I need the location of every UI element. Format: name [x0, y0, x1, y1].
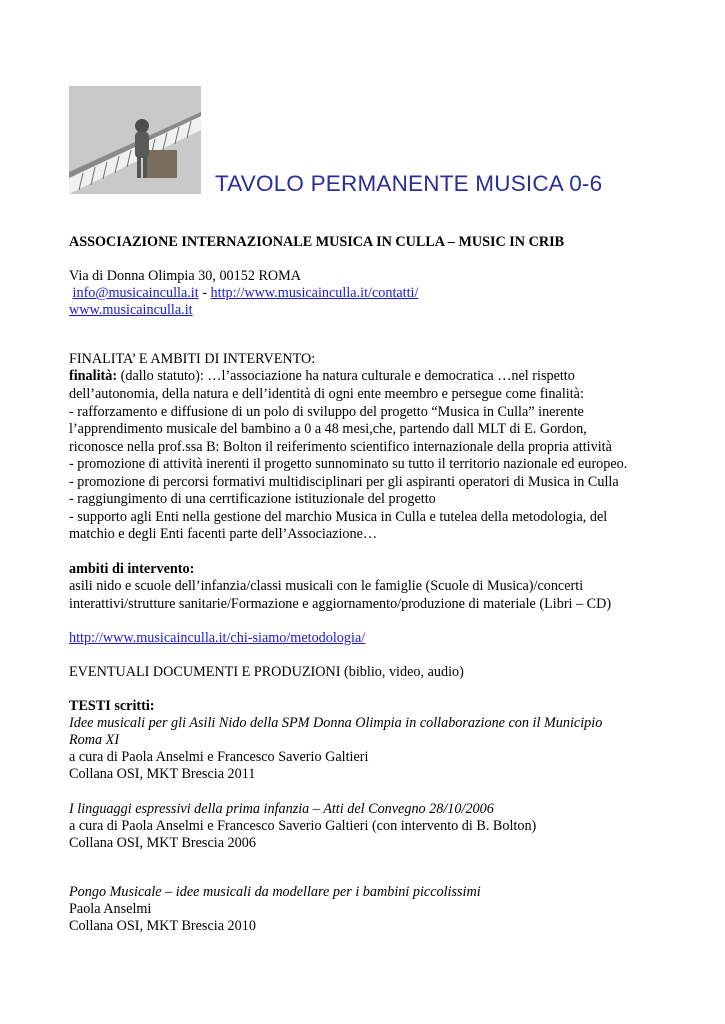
- finalita-line-1: dell’autonomia, della natura e dell’identità di ogni ente meembro e persegue come finalità:: [69, 386, 584, 402]
- email-link[interactable]: info@musicainculla.it: [72, 285, 199, 301]
- contact-line: [69, 285, 418, 303]
- book-2-title: I linguaggi espressivi della prima infanzia – Atti del Convegno 28/10/2006: [69, 801, 494, 817]
- book-2-authors: a cura di Paola Anselmi e Francesco Saverio Galtieri (con intervento di B. Bolton): [69, 818, 537, 834]
- finalita-line-5: - promozione di attività inerenti il progetto sunnominato su tutto il territorio nazionale ed europeo.: [69, 456, 628, 472]
- book-3-series: Collana OSI, MKT Brescia 2010: [69, 918, 256, 934]
- book-1-series: Collana OSI, MKT Brescia 2011: [69, 766, 256, 782]
- book-3-title: Pongo Musicale – idee musicali da modellare per i bambini piccolissimi: [69, 884, 481, 900]
- finalita-line: [69, 368, 575, 386]
- ambiti-line-0: asili nido e scuole dell’infanzia/classi musicali con le famiglie (Scuole di Musica)/concerti: [69, 578, 584, 594]
- book-1-title-line-0: Idee musicali per gli Asili Nido della SPM Donna Olimpia in collaborazione con il Municipio: [69, 715, 603, 731]
- testi-heading: TESTI scritti:: [69, 698, 155, 714]
- metodologia-link[interactable]: http://www.musicainculla.it/chi-siamo/metodologia/: [69, 630, 366, 646]
- finalita-label: finalità:: [69, 368, 118, 384]
- finalita-line-9: matchio e degli Enti facenti parte dell’Associazione…: [69, 526, 378, 542]
- book-2-series: Collana OSI, MKT Brescia 2006: [69, 835, 256, 851]
- book-1-authors: a cura di Paola Anselmi e Francesco Saverio Galtieri: [69, 749, 369, 765]
- finalita-heading: FINALITA’ E AMBITI DI INTERVENTO:: [69, 351, 316, 367]
- ambiti-line-1: interattivi/strutture sanitarie/Formazione e aggiornamento/produzione di materiale (Libri – CD): [69, 596, 612, 612]
- piano-child-icon: [69, 86, 201, 194]
- logo-image: [69, 86, 201, 194]
- finalita-line-7: - raggiungimento di una cerrtificazione istituzionale del progetto: [69, 491, 436, 507]
- book-3-authors: Paola Anselmi: [69, 901, 152, 917]
- association-name: ASSOCIAZIONE INTERNAZIONALE MUSICA IN CULLA – MUSIC IN CRIB: [69, 234, 565, 250]
- contact-link[interactable]: http://www.musicainculla.it/contatti/: [210, 285, 419, 301]
- finalita-line-0: (dallo statuto): …l’associazione ha natura culturale e democratica …nel rispetto: [117, 368, 575, 384]
- finalita-line-8: - supporto agli Enti nella gestione del marchio Musica in Culla e tutelea della metodologia, del: [69, 509, 608, 525]
- book-1-title-line-1: Roma XI: [69, 732, 120, 748]
- association-address: Via di Donna Olimpia 30, 00152 ROMA: [69, 268, 302, 284]
- website-link[interactable]: www.musicainculla.it: [69, 302, 193, 318]
- finalita-line-3: l’apprendimento musicale del bambino a 0 a 48 mesi,che, partendo dall MLT di E. Gordon,: [69, 421, 587, 437]
- page-title: TAVOLO PERMANENTE MUSICA 0-6: [215, 171, 603, 196]
- documenti-heading: EVENTUALI DOCUMENTI E PRODUZIONI (biblio, video, audio): [69, 664, 464, 680]
- separator: -: [202, 285, 207, 301]
- finalita-line-4: riconosce nella prof.ssa B: Bolton il reiferimento scientifico internazionale della propria attività: [69, 439, 612, 455]
- finalita-line-6: - promozione di percorsi formativi multidisciplinari per gli aspiranti operatori di Musica in Culla: [69, 474, 619, 490]
- finalita-line-2: - rafforzamento e diffusione di un polo di sviluppo del progetto “Musica in Culla” inerente: [69, 404, 584, 420]
- ambiti-heading: ambiti di intervento:: [69, 561, 195, 577]
